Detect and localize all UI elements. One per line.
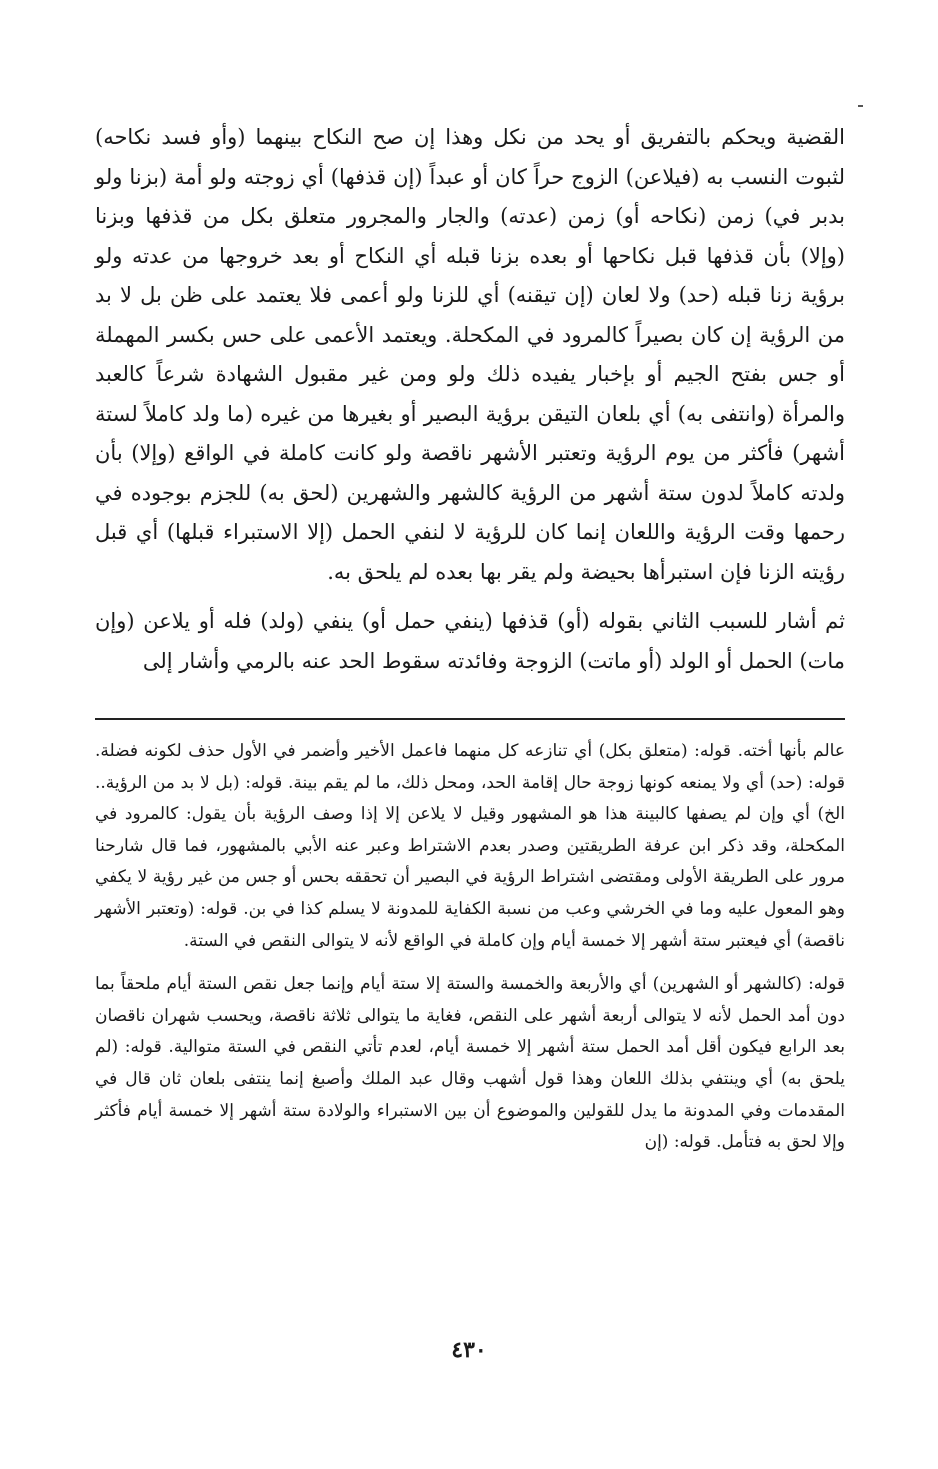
- main-text: [95, 118, 845, 681]
- footnote-divider: [95, 718, 845, 720]
- main-paragraph-2: ثم أشار للسبب الثاني بقوله (أو) قذفها (ينفي حمل أو) ينفي (ولد) فله أو يلاعن (وإن مات) الحمل أو الولد (أو ماتت) الزوجة وفائدته سقوط الحد عنه بالرمي وأشار إلى: [95, 609, 845, 673]
- scan-mark: [858, 105, 863, 107]
- page-number: ٤٣٠: [451, 1337, 487, 1363]
- footnote-paragraph-1: عالم بأنها أخته. قوله: (متعلق بكل) أي تنازعه كل منهما فاعمل الأخير وأضمر في الأول حذف لكونه فضلة. قوله: (حد) أي ولا يمنعه كونها زوجة حال إقامة الحد، ومحل ذلك، ما لم يقم بينة. قوله: (بل لا بد من الرؤية.. الخ) أي وإن لم يصفها كالبينة هذا هو المشهور وقيل لا يلاعن إلا إذا وصف الرؤية بأن يقول: كالمرود في المكحلة، وقد ذكر ابن عرفة الطريقتين وصدر بعدم الاشتراط وعبر عنه الأبي بالمشهور، فما قال شارحنا مرور على الطريقة الأولى ومقتضى اشتراط الرؤية في البصير أن تحققه بحس أو جس من غير رؤية لا يكفي وهو المعول عليه وما في الخرشي وعب من نسبة الكفاية للمدونة لا يسلم كذا في بن. قوله: (وتعتبر الأشهر ناقصة) أي فيعتبر ستة أشهر إلا خمسة أيام وإن كاملة في الواقع لأنه لا يتوالى النقص في الستة.: [95, 741, 845, 951]
- footnote-paragraph-2: قوله: (كالشهر أو الشهرين) أي والأربعة والخمسة والستة إلا ستة أيام وإنما جعل نقص الستة أيام ملحقاً بما دون أمد الحمل لأنه لا يتوالى أربعة أشهر على النقص، فغاية ما يتوالى ثلاثة ناقصة، ويحسب شهران ناقصان بعد الرابع فيكون أقل أمد الحمل ستة أشهر إلا خمسة أيام، لعدم تأتي النقص في الستة متوالية. قوله: (لم يلحق به) أي وينتفي بذلك اللعان وهذا قول أشهب وقال عبد الملك وأصبغ إنما ينتفى بلعان ثان قال في المقدمات وفي المدونة ما يدل للقولين والموضوع أن بين الاستبراء والولادة ستة أشهر إلا خمسة أيام فأكثر وإلا لحق به فتأمل. قوله: (إن: [95, 974, 845, 1153]
- main-paragraph-1: القضية ويحكم بالتفريق أو يحد من نكل وهذا إن صح النكاح بينهما (وأو فسد نكاحه) لثبوت النسب به (فيلاعن) الزوج حراً كان أو عبداً (إن قذفها) أي زوجته ولو أمة (بزنا ولو بدبر في) زمن (نكاحه أو) زمن (عدته) والجار والمجرور متعلق بكل من قذفها وبزنا (وإلا) بأن قذفها قبل نكاحها أو بعده بزنا قبله أي النكاح أو بعد خروجها من عدته ولو برؤية زنا قبله (حد) ولا لعان (إن تيقنه) أي للزنا ولو أعمى فلا يعتمد على ظن بل لا بد من الرؤية إن كان بصيراً كالمرود في المكحلة. ويعتمد الأعمى على حس بكسر المهملة أو جس بفتح الجيم أو بإخبار يفيده ذلك ولو ومن غير مقبول الشهادة شرعاً كالعبد والمرأة (وانتفى به) أي بلعان التيقن برؤية البصير أو بغيرها من غيره (ما ولد كاملاً لستة أشهر) فأكثر من يوم الرؤية وتعتبر الأشهر ناقصة ولو كانت كاملة في الواقع (وإلا) بأن ولدته كاملاً لدون ستة أشهر من الرؤية كالشهر والشهرين (لحق به) للجزم بوجوده في رحمها وقت الرؤية واللعان إنما كان للرؤية لا لنفي الحمل (إلا الاستبراء قبلها) أي قبل رؤيته الزنا فإن استبرأها بحيضة ولم يقر بها بعده لم يلحق به.: [95, 125, 845, 584]
- footnotes: [95, 736, 845, 1159]
